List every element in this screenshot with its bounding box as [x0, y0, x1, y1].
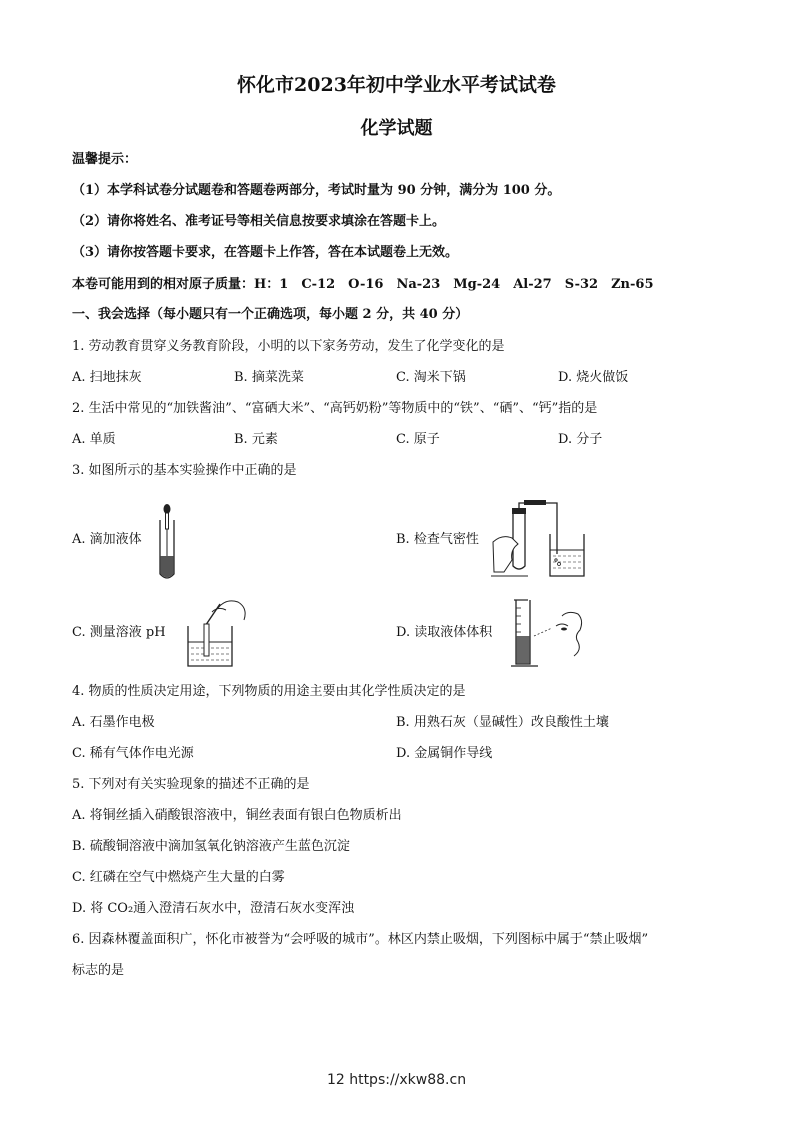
q2-option-a: A. 单质 — [72, 432, 116, 447]
q3-option-a: A. 滴加液体 — [72, 532, 142, 547]
notice-item-3: （3）请你按答题卡要求，在答题卡上作答，答在本试题卷上无效。 — [72, 245, 459, 260]
question-5-stem: 5. 下列对有关实验现象的描述不正确的是 — [72, 777, 310, 792]
q4-option-d: D. 金属铜作导线 — [396, 746, 493, 761]
notice-heading: 温馨提示： — [72, 152, 138, 167]
q3-option-d: D. 读取液体体积 — [396, 625, 493, 640]
notice-item-2: （2）请你将姓名、准考证号等相关信息按要求填涂在答题卡上。 — [72, 214, 446, 229]
ph-measurement-figure — [182, 598, 252, 670]
question-3-stem: 3. 如图所示的基本实验操作中正确的是 — [72, 463, 297, 478]
q2-option-b: B. 元素 — [234, 432, 278, 447]
q1-option-d: D. 烧火做饭 — [558, 370, 629, 385]
q2-option-c: C. 原子 — [396, 432, 440, 447]
q5-option-b: B. 硫酸铜溶液中滴加氢氧化钠溶液产生蓝色沉淀 — [72, 839, 350, 854]
exam-title: 怀化市2023年初中学业水平考试试卷 — [237, 74, 556, 96]
q3-option-b: B. 检查气密性 — [396, 532, 479, 547]
q1-option-c: C. 淘米下锅 — [396, 370, 466, 385]
page-footer: 12 https://xkw88.cn — [326, 1072, 467, 1088]
question-6-stem-line2: 标志的是 — [72, 963, 125, 978]
notice-item-1: （1）本学科试卷分试题卷和答题卷两部分，考试时量为 90 分钟，满分为 100 分。 — [72, 183, 561, 198]
question-2-stem: 2. 生活中常见的“加铁酱油”、“富硒大米”、“高钙奶粉”等物质中的“铁”、“硒”、“钙”指的是 — [72, 401, 598, 416]
q4-option-a: A. 石墨作电极 — [72, 715, 155, 730]
q5-option-c: C. 红磷在空气中燃烧产生大量的白雾 — [72, 870, 285, 885]
section-heading: 一、我会选择（每小题只有一个正确选项，每小题 2 分，共 40 分） — [72, 307, 469, 322]
q1-option-a: A. 扫地抹灰 — [72, 370, 142, 385]
q3-option-c: C. 测量溶液 pH — [72, 625, 166, 640]
exam-subtitle: 化学试题 — [360, 118, 433, 139]
atomic-masses: 本卷可能用到的相对原子质量：H：1 C-12 O-16 Na-23 Mg-24 Al-27 S-32 Zn-65 — [72, 277, 654, 292]
q4-option-c: C. 稀有气体作电光源 — [72, 746, 194, 761]
liquid-volume-reading-figure — [508, 596, 592, 672]
question-1-stem: 1. 劳动教育贯穿义务教育阶段，小明的以下家务劳动，发生了化学变化的是 — [72, 339, 505, 354]
q4-option-b: B. 用熟石灰（显碱性）改良酸性土壤 — [396, 715, 609, 730]
q2-option-d: D. 分子 — [558, 432, 603, 447]
q1-option-b: B. 摘菜洗菜 — [234, 370, 304, 385]
question-6-stem-line1: 6. 因森林覆盖面积广，怀化市被誉为“会呼吸的城市”。林区内禁止吸烟，下列图标中属于“禁止吸烟” — [72, 932, 649, 947]
q5-option-a: A. 将铜丝插入硝酸银溶液中，铜丝表面有银白色物质析出 — [72, 808, 402, 823]
question-4-stem: 4. 物质的性质决定用途，下列物质的用途主要由其化学性质决定的是 — [72, 684, 466, 699]
q5-option-d: D. 将 CO₂通入澄清石灰水中，澄清石灰水变浑浊 — [72, 901, 355, 916]
airtightness-check-figure — [488, 494, 600, 580]
dropper-test-tube-figure — [152, 500, 182, 582]
